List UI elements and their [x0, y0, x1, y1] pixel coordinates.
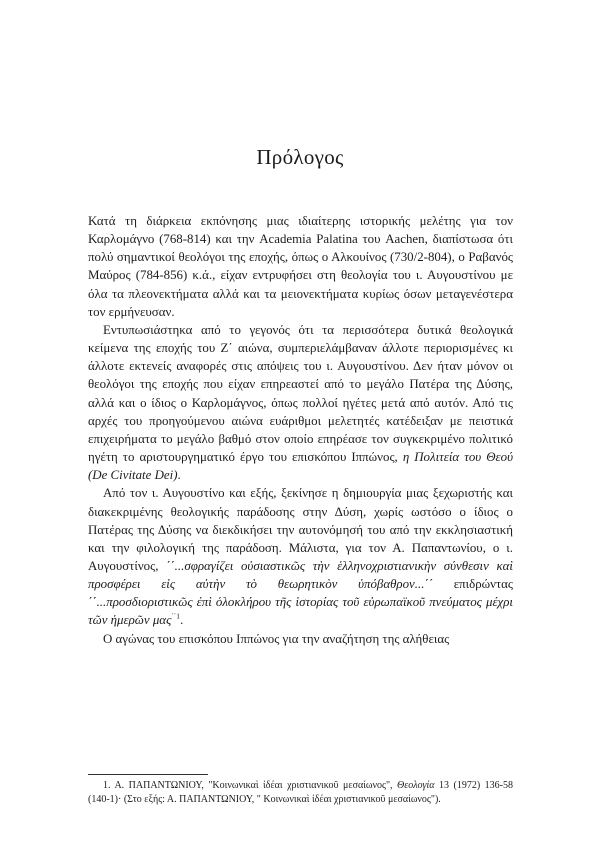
footnote-1: [88, 779, 513, 808]
paragraph-3-end: .: [180, 613, 184, 628]
footnote-text-end: 13 (1972) 136-58 (140-1)· (Στο εξής: Α. ΠΑΠΑΝΤΩΝΙΟΥ, " Κοινωνικαὶ ἰδέαι χριστιανικοῦ μεσαίωνος").: [88, 780, 514, 806]
quote-2: ΄΄...προσδιοριστικῶς ἐπὶ ὁλοκλήρου τῆς ἱστορίας τοῦ εὐρωπαϊκοῦ πνεύματος μέχρι τῶν ἡμερῶν μας: [88, 595, 513, 628]
paragraph-2-end: .: [177, 468, 181, 483]
paragraph-3-text: Από τον ι. Αυγουστίνο και εξής, ξεκίνησε η δημιουργία μιας ξεχωριστής και διακεκριμένης θεολογικής παράδοσης στην Δύση, χωρίς ωστόσο ο ίδιος ο Πατέρας της Δύσης να διεκδικήσει την αυτονόμησή του από την εκκλησιαστική και την φιλολογική της παράδοση. Μάλιστα, για τον Α. Παπαντωνίου, ο ι. Αυγουστίνος,: [88, 486, 513, 573]
footnote-reference[interactable]: ΄΄1: [171, 612, 181, 622]
paragraph-4: Ο αγώνας του επισκόπου Ιππώνος για την αναζήτηση της αλήθειας: [103, 631, 450, 646]
paragraph-3-mid: επιδρώντας: [433, 577, 513, 592]
paragraph-3: [88, 484, 513, 629]
footnote-text: 1. Α. ΠΑΠΑΝΤΩΝΙΟΥ, "Κοινωνικαὶ ἰδέαι χριστιανικοῦ μεσαίωνος",: [103, 780, 398, 791]
quote-1: ΄΄...σφραγίζει οὐσιαστικῶς τὴν ἑλληνοχριστιανικὴν σύνθεσιν καὶ προσφέρει εἰς αὐτὴν τὸ θεωρητικὸν ὑπόβαθρον...΄΄: [88, 558, 513, 592]
footnote-divider: [88, 774, 208, 775]
paragraph-2: [88, 321, 513, 484]
page-title: Πρόλογος: [256, 145, 344, 169]
footnote: [88, 779, 513, 808]
body-text: [88, 212, 513, 648]
paragraph-1: Κατά τη διάρκεια εκπόνησης μιας ιδιαίτερης ιστορικής μελέτης για τον Καρλομάγνο (768-814) και την Academia Palatina του Aachen, διαπίστωσα ότι πολύ σημαντικοί θεολόγοι της εποχής, όπως ο Αλκουίνος (730/2-804), ο Ραβανός Μαύρος (784-856) κ.ά., είχαν εντρυφήσει στη θεολογία του ι. Αυγουστίνου με όλα τα πλεονεκτήματα αλλά και τα μειονεκτήματα κυρίως όσων μεταγενέστερα τον ερμήνευσαν.: [88, 214, 513, 319]
paragraph-2-text: Εντυπωσιάστηκα από το γεγονός ότι τα περισσότερα δυτικά θεολογικά κείμενα της εποχής του Ζ΄ αιώνα, συμπεριελάμβαναν άλλοτε περιορισμένες κι άλλοτε εκτενείς αναφορές στις απόψεις του ι. Αυγουστίνου. Δεν ήταν μόνον οι θεολόγοι της εποχής που είχαν επηρεαστεί από το μεγάλο Πατέρα της Δύσης, αλλά και ο ίδιος ο Καρλομάγνος, όπως πολλοί ηγέτες μετά από αυτόν. Από τις αρχές του προηγούμενου αιώνα ευάριθμοι μελετητές κατέδειξαν με πειστικά επιχειρήματα το μεγάλο βαθμό στον οποίο επηρέασε τον συγκεκριμένο πολιτικό ηγέτη το αριστουργηματικό έργο του επισκόπου Ιππώνος,: [88, 322, 513, 465]
book-title: η Πολιτεία του Θεού (De Civitate Dei): [88, 450, 513, 483]
journal-name: Θεολογία: [397, 780, 435, 791]
